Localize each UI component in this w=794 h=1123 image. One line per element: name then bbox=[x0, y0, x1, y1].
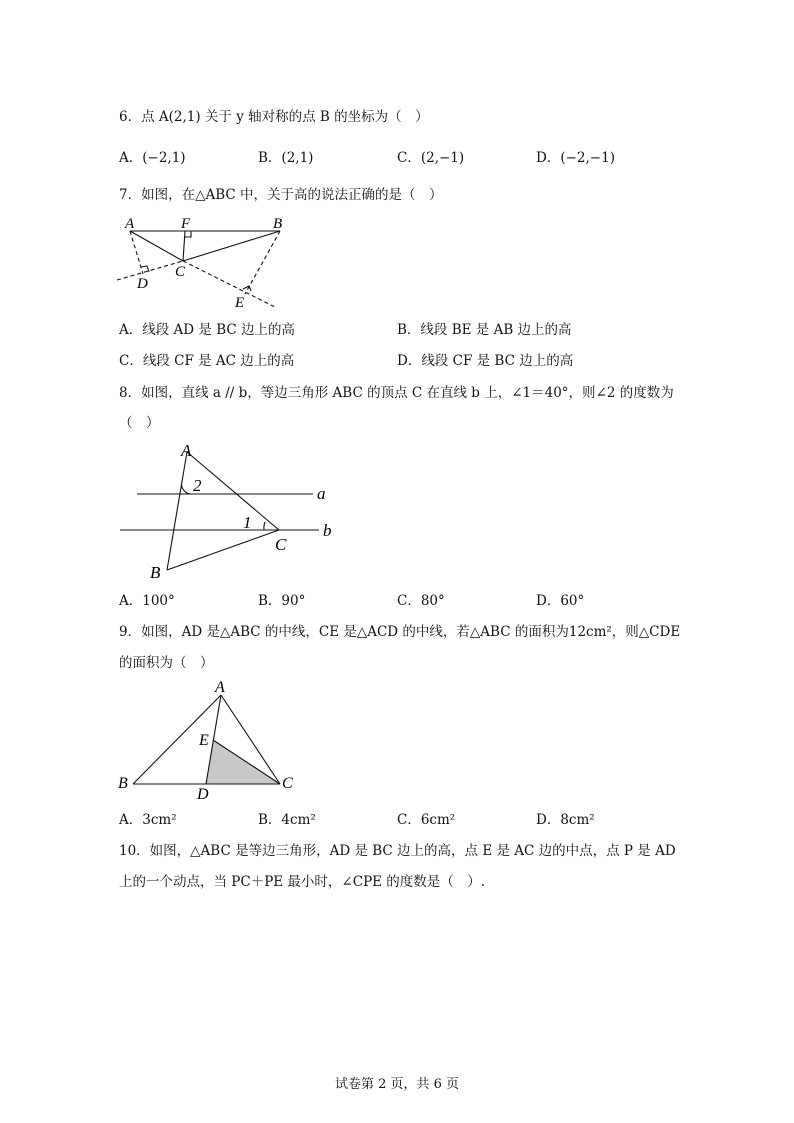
q7-label-e: E bbox=[235, 295, 245, 311]
q8-angle-1-label: 1 bbox=[243, 513, 252, 532]
q7-option-b: B．线段 BE 是 AB 边上的高 bbox=[397, 322, 572, 338]
q8-option-b: B．90° bbox=[258, 593, 306, 609]
q7-stem: 7．如图，在△ABC 中，关于高的说法正确的是（ ） bbox=[119, 187, 443, 203]
q6-option-a: A．(−2,1) bbox=[119, 150, 186, 166]
q8-stem-line2: （ ） bbox=[119, 415, 160, 431]
q9-shaded-triangle-cde bbox=[206, 740, 280, 784]
q7-label-f: F bbox=[181, 216, 191, 232]
q7-figure bbox=[115, 212, 285, 312]
q8-stem-line1: 8．如图，直线 a // b，等边三角形 ABC 的顶点 C 在直线 b 上，∠1＝40°，则∠2 的度数为 bbox=[119, 385, 674, 401]
q9-label-c: C bbox=[282, 775, 293, 792]
q9-label-e: E bbox=[199, 732, 209, 749]
q10-stem-line2: 上的一个动点，当 PC＋PE 最小时，∠CPE 的度数是（ ）. bbox=[119, 874, 486, 890]
q7-option-a: A．线段 AD 是 BC 边上的高 bbox=[119, 322, 295, 338]
q8-option-d: D．60° bbox=[536, 593, 585, 609]
q8-option-a: A．100° bbox=[119, 593, 175, 609]
q8-option-c: C．80° bbox=[397, 593, 445, 609]
q9-option-c: C．6cm² bbox=[397, 812, 456, 828]
q7-option-c: C．线段 CF 是 AC 边上的高 bbox=[119, 353, 295, 369]
q9-stem-line1: 9．如图，AD 是△ABC 的中线，CE 是△ACD 的中线，若△ABC 的面积为12cm²，则△CDE bbox=[119, 624, 681, 640]
q9-label-b: B bbox=[118, 775, 128, 792]
q7-label-b: B bbox=[273, 216, 283, 232]
q9-option-d: D．8cm² bbox=[536, 812, 595, 828]
q9-label-a: A bbox=[215, 679, 225, 696]
q8-line-a-label: a bbox=[317, 484, 326, 503]
q8-angle-2-label: 2 bbox=[193, 476, 202, 495]
q8-figure bbox=[115, 440, 345, 585]
q8-line-b-label: b bbox=[323, 521, 332, 540]
q9-figure bbox=[115, 678, 315, 803]
q6-option-b: B．(2,1) bbox=[258, 150, 314, 166]
q7-label-c: C bbox=[175, 264, 186, 280]
q6-option-d: D．(−2,−1) bbox=[536, 150, 615, 166]
q7-option-d: D．线段 CF 是 BC 边上的高 bbox=[397, 353, 574, 369]
q10-stem-line1: 10．如图，△ABC 是等边三角形，AD 是 BC 边上的高，点 E 是 AC 边的中点，点 P 是 AD bbox=[119, 843, 676, 859]
page-footer: 试卷第 2 页，共 6 页 bbox=[334, 1077, 460, 1092]
q8-label-a: A bbox=[181, 441, 192, 460]
q8-label-b: B bbox=[150, 563, 161, 582]
q9-option-a: A．3cm² bbox=[119, 812, 177, 828]
q9-stem-line2: 的面积为（ ） bbox=[119, 655, 214, 671]
q6-stem: 6．点 A(2,1) 关于 y 轴对称的点 B 的坐标为（ ） bbox=[119, 109, 429, 125]
q9-label-d: D bbox=[197, 786, 209, 803]
q7-label-a: A bbox=[125, 216, 135, 232]
q6-option-c: C．(2,−1) bbox=[397, 150, 465, 166]
q8-label-c: C bbox=[275, 535, 287, 554]
q9-option-b: B．4cm² bbox=[258, 812, 316, 828]
q7-label-d: D bbox=[137, 276, 148, 292]
